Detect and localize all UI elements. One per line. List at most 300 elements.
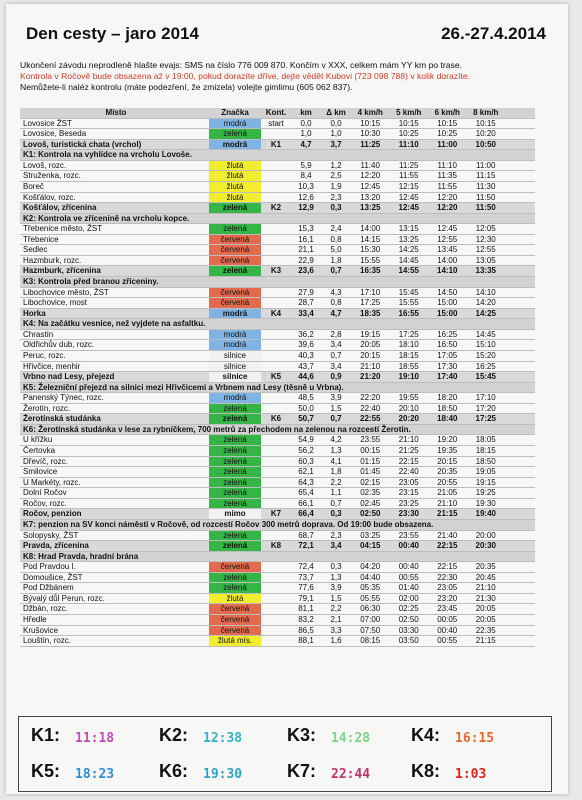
cell-place: Třebenice město, ŽST [23,224,103,234]
table-row [20,467,535,478]
table-row [20,583,535,594]
cell-time-5kmh: 22:15 [398,456,419,466]
trail-marker-cell: žlutá [209,193,261,203]
cell-time-5kmh: 03:50 [398,636,419,646]
cell-time-6kmh: 11:00 [437,139,458,149]
cell-km: 40,3 [298,350,314,360]
cell-km: 27,9 [298,287,314,297]
control-time-7 [287,761,407,791]
cell-time-5kmh: 12:45 [398,192,419,202]
cell-time-4kmh: 05:35 [360,583,381,593]
cell-delta-km: 3,7 [330,139,342,149]
cell-time-6kmh: 14:10 [437,266,458,276]
cell-km: 66,4 [298,509,314,519]
info-line-missing-control: Nemůžete-li naléz kontrolu (máte podezření, že zmizela) volejte gimlimu (605 062 837). [20,82,353,93]
cell-time-4kmh: 08:15 [360,636,381,646]
cell-control [261,298,291,308]
table-row [20,478,535,489]
cell-km: 39,6 [298,340,314,350]
checkpoint-row [20,509,535,520]
cell-km: 23,6 [298,266,314,276]
cell-km: 65,4 [298,488,314,498]
table-row [20,129,535,140]
cell-time-4kmh: 23:55 [360,435,381,445]
cell-place: Žerotínská studánka [23,414,101,424]
trail-marker-cell: červená [209,256,261,266]
cell-control: K7 [270,509,282,519]
cell-delta-km: 0,8 [330,234,342,244]
cell-km: 68,7 [298,530,314,540]
cell-place: Pravda, zřícenina [23,541,89,551]
cell-time-8kmh: 12:05 [475,224,496,234]
cell-time-4kmh: 13:25 [360,203,381,213]
trail-marker-cell: červená [209,562,261,572]
cell-place: Peruc, rozc. [23,350,66,360]
info-line-rocov: Kontrola v Ročově bude obsazena až v 19:00, pokud dorazíte dříve, dejte vědět Kubovi (723 098 788) v kolik dorazíte. [20,71,471,82]
table-row [20,224,535,235]
cell-control [261,583,291,593]
cell-km: 8,4 [300,171,312,181]
trail-marker-cell: červená [209,235,261,245]
cell-time-4kmh: 07:50 [360,625,381,635]
cell-delta-km: 1,5 [330,593,342,603]
trail-marker-cell: modrá [209,140,261,150]
cell-time-8kmh: 11:30 [476,181,496,191]
cell-time-6kmh: 19:20 [437,435,458,445]
cell-km: 72,1 [298,541,314,551]
cell-time-6kmh: 12:20 [437,192,458,202]
cell-time-6kmh: 11:55 [437,181,457,191]
cell-control: K4 [270,308,282,318]
cell-time-8kmh: 20:30 [475,541,496,551]
trail-marker-cell: zelená [209,488,261,498]
cell-delta-km: 1,3 [330,446,342,455]
control-label: K6: [159,761,189,781]
cell-time-5kmh: 21:10 [398,435,419,445]
cell-control [261,404,291,414]
cell-time-5kmh: 19:55 [398,393,419,403]
table-row [20,235,535,246]
cell-time-8kmh: 13:05 [475,255,496,265]
control-label: K2: [159,725,189,745]
cell-delta-km: 1,3 [330,572,342,582]
cell-km: 0,0 [300,118,312,128]
cell-km: 81,1 [298,604,314,614]
trail-marker-cell: červená [209,288,261,298]
cell-delta-km: 0,7 [330,266,342,276]
cell-km: 10,3 [298,181,314,191]
cell-control [261,340,291,350]
control-time-2 [159,725,279,755]
cell-place: Hřivčice, menhir [23,361,81,371]
cell-time-8kmh: 17:25 [475,414,496,424]
cell-control: K3 [270,266,282,276]
cell-km: 36,2 [298,329,314,339]
trail-marker-cell: zelená [209,499,261,509]
control-time-8 [411,761,531,791]
cell-control [261,573,291,583]
event-dates: 26.-27.4.2014 [441,24,546,43]
trail-marker-cell: červená [209,615,261,625]
trail-marker-cell: zelená [209,435,261,445]
cell-time-6kmh: 23:45 [437,604,458,614]
cell-delta-km: 4,3 [330,287,342,297]
cell-time-6kmh: 00:40 [437,625,458,635]
cell-time-8kmh: 20:05 [475,604,496,614]
table-row [20,171,535,182]
cell-time-5kmh: 00:40 [398,562,419,572]
cell-delta-km: 2,4 [330,224,342,234]
cell-time-5kmh: 19:10 [398,372,419,382]
section-note-row: K2: Kontrola ve zřícenině na vrcholu kopce. [20,214,535,225]
trail-marker-cell: zelená [209,203,261,213]
control-time-1 [31,725,151,755]
cell-km: 83,2 [298,615,314,624]
cell-delta-km: 0,3 [330,562,342,572]
cell-place: Horka [23,308,46,318]
cell-time-5kmh: 14:55 [398,266,419,276]
cell-control [261,182,291,192]
cell-control: K5 [270,372,282,382]
cell-time-6kmh: 23:20 [437,593,458,603]
trail-marker-cell: červená [209,245,261,255]
table-row [20,488,535,499]
table-row [20,351,535,362]
section-note-row: K6: Žerotínská studánka v lese za rybníčkem, 700 metrů za přechodem na zelenou na rozcestí Žerotín. [20,425,535,436]
cell-delta-km: 0,7 [330,498,342,508]
cell-delta-km: 1,9 [330,181,342,191]
cell-time-4kmh: 17:25 [360,298,381,308]
cell-time-6kmh: 00:05 [437,615,458,624]
handwritten-time: 11:18 [75,731,115,746]
cell-time-6kmh: 15:00 [437,308,458,318]
cell-place: Oldřichův dub, rozc. [23,340,95,350]
cell-time-8kmh: 21:15 [475,636,496,646]
cell-time-8kmh: 16:25 [475,361,496,371]
column-header-delta-km: Δ km [326,108,346,117]
cell-control [261,171,291,181]
cell-time-6kmh: 19:35 [437,446,458,455]
cell-time-5kmh: 03:30 [398,625,419,635]
cell-time-4kmh: 15:30 [360,245,381,255]
cell-time-4kmh: 20:05 [360,340,381,350]
cell-time-4kmh: 19:15 [360,329,381,339]
cell-time-4kmh: 01:15 [360,456,381,466]
cell-time-4kmh: 22:40 [360,403,381,413]
cell-place: Lovosice ŽST [23,118,72,128]
cell-time-8kmh: 17:10 [475,393,496,403]
cell-time-6kmh: 21:10 [437,498,458,508]
cell-km: 22,9 [298,255,314,265]
control-times-box [18,716,552,792]
cell-time-6kmh: 00:55 [437,636,458,646]
table-row [20,161,535,172]
control-time-6 [159,761,279,791]
cell-time-8kmh: 19:40 [475,509,496,519]
cell-control [261,362,291,372]
control-time-4 [411,725,531,755]
cell-control [261,604,291,614]
table-row [20,298,535,309]
cell-time-5kmh: 18:55 [398,361,419,371]
cell-place: Čertovka [23,446,56,455]
cell-place: Lovoš, rozc. [23,160,67,170]
cell-time-8kmh: 21:10 [475,583,496,593]
cell-time-8kmh: 11:50 [475,203,496,213]
cell-time-6kmh: 20:35 [437,467,458,477]
cell-time-8kmh: 19:05 [475,467,496,477]
cell-control [261,478,291,488]
cell-control [261,636,291,646]
cell-place: U Markéty, rozc. [23,477,81,487]
column-header-control: Kont. [265,108,287,117]
cell-control [261,193,291,203]
cell-time-5kmh: 11:25 [399,160,419,170]
cell-control: K6 [270,414,282,424]
cell-time-5kmh: 20:10 [398,403,419,413]
cell-time-5kmh: 02:50 [398,615,419,624]
cell-place: Solopysky, ŽST [23,530,79,540]
cell-time-4kmh: 03:25 [360,530,381,540]
cell-km: 77,6 [298,583,314,593]
cell-time-6kmh: 17:30 [437,361,458,371]
cell-delta-km: 1,8 [330,467,342,477]
cell-delta-km: 1,5 [330,403,342,413]
trail-marker-cell: červená [209,626,261,636]
cell-time-6kmh: 21:05 [437,488,458,498]
cell-time-4kmh: 22:55 [360,414,381,424]
cell-delta-km: 0,3 [330,203,342,213]
table-row [20,288,535,299]
cell-time-5kmh: 15:45 [398,287,419,297]
cell-delta-km: 2,2 [330,477,342,487]
cell-delta-km: 3,3 [330,625,342,635]
cell-time-6kmh: 20:55 [437,477,458,487]
trail-marker-cell: modrá [209,340,261,350]
cell-time-8kmh: 19:15 [475,477,496,487]
cell-time-8kmh: 21:30 [475,593,496,603]
cell-delta-km: 0,7 [330,350,342,360]
cell-time-6kmh: 21:15 [437,509,458,519]
table-row [20,404,535,415]
checkpoint-row [20,203,535,214]
cell-delta-km: 2,1 [330,615,342,624]
table-row [20,446,535,457]
control-time-5 [31,761,151,791]
trail-marker-cell: žlutá [209,171,261,181]
cell-time-6kmh: 12:20 [437,203,458,213]
cell-time-5kmh: 16:55 [398,308,419,318]
cell-time-5kmh: 11:10 [398,139,419,149]
column-header-time-8kmh: 8 km/h [473,108,499,117]
cell-control [261,446,291,456]
cell-km: 50,0 [298,403,314,413]
cell-time-5kmh: 17:25 [398,329,419,339]
cell-place: Boreč [23,181,44,191]
cell-control [261,467,291,477]
cell-time-5kmh: 22:40 [398,467,419,477]
checkpoint-row [20,266,535,277]
cell-control: start [268,118,284,128]
cell-control [261,594,291,604]
cell-delta-km: 0,8 [330,298,342,308]
cell-place: Džbán, rozc. [23,604,68,614]
cell-control [261,129,291,139]
cell-time-8kmh: 20:35 [475,562,496,572]
table-row [20,457,535,468]
cell-time-4kmh: 02:15 [360,477,381,487]
cell-km: 28,7 [298,298,314,308]
cell-time-8kmh: 19:25 [475,488,496,498]
cell-km: 48,5 [298,393,314,403]
cell-time-6kmh: 21:40 [437,530,458,540]
cell-km: 88,1 [298,636,314,646]
cell-time-6kmh: 22:15 [437,562,458,572]
cell-time-5kmh: 23:15 [398,488,419,498]
trail-marker-cell: zelená [209,224,261,234]
cell-time-8kmh: 17:20 [475,403,496,413]
cell-time-6kmh: 14:00 [437,255,458,265]
cell-km: 43,7 [298,361,314,371]
cell-time-8kmh: 12:30 [475,234,496,244]
cell-delta-km: 2,3 [330,530,342,540]
cell-km: 44,6 [298,372,314,382]
cell-time-4kmh: 10:15 [360,118,381,128]
cell-control [261,224,291,234]
cell-delta-km: 1,0 [330,129,342,139]
cell-time-6kmh: 13:45 [437,245,458,255]
cell-time-5kmh: 13:25 [398,234,419,244]
cell-time-4kmh: 20:15 [360,350,381,360]
cell-time-6kmh: 17:40 [437,372,458,382]
cell-km: 79,1 [298,593,314,603]
cell-time-5kmh: 23:55 [398,530,419,540]
cell-delta-km: 3,4 [330,340,342,350]
cell-time-6kmh: 18:20 [437,393,458,403]
cell-time-6kmh: 11:35 [437,171,457,181]
handwritten-time: 19:30 [203,767,243,782]
cell-km: 50,7 [298,414,314,424]
control-label: K1: [31,725,61,745]
column-header-time-4kmh: 4 km/h [357,108,383,117]
cell-place: Chrastín [23,329,54,339]
cell-time-8kmh: 15:20 [475,350,496,360]
section-note-row: K1: Kontrola na vyhlídce na vrcholu Lovoše. [20,150,535,161]
table-row [20,604,535,615]
checkpoint-row [20,541,535,552]
cell-km: 1,0 [300,129,312,139]
cell-time-4kmh: 11:40 [360,160,380,170]
cell-time-4kmh: 16:35 [360,266,381,276]
cell-place: Ročov, penzion [23,509,82,519]
cell-time-8kmh: 11:50 [476,192,496,202]
cell-time-4kmh: 07:00 [360,615,381,624]
cell-time-6kmh: 18:50 [437,403,458,413]
cell-km: 60,3 [298,456,314,466]
section-note-row: K3: Kontrola před branou zříceniny. [20,277,535,288]
cell-time-8kmh: 15:45 [475,372,496,382]
cell-time-5kmh: 02:25 [398,604,419,614]
trail-marker-cell: modrá [209,309,261,319]
table-row [20,182,535,193]
cell-time-4kmh: 04:40 [360,572,381,582]
cell-time-8kmh: 11:00 [476,160,496,170]
cell-time-4kmh: 17:10 [360,287,381,297]
cell-time-8kmh: 12:55 [475,245,496,255]
trail-marker-cell: mimo [209,509,261,519]
cell-time-6kmh: 15:00 [437,298,458,308]
cell-delta-km: 1,6 [330,636,342,646]
cell-delta-km: 4,2 [330,435,342,445]
cell-time-5kmh: 14:25 [398,245,419,255]
section-note-row: K5: Železniční přejezd na silnici mezi Hřivčicemi a Vrbnem nad Lesy (těsně u Vrbna). [20,383,535,394]
cell-time-4kmh: 18:35 [360,308,381,318]
table-row [20,245,535,256]
cell-time-6kmh: 12:55 [437,234,458,244]
cell-km: 64,3 [298,477,314,487]
handwritten-time: 1:03 [455,767,487,782]
trail-marker-cell: červená [209,604,261,614]
control-label: K4: [411,725,441,745]
cell-time-4kmh: 10:30 [360,129,381,139]
table-row [20,340,535,351]
cell-control [261,531,291,541]
cell-control [261,562,291,572]
control-label: K5: [31,761,61,781]
cell-time-5kmh: 23:30 [398,509,419,519]
table-header-row [20,108,535,119]
cell-place: Pod Pravdou I. [23,562,76,572]
trail-marker-cell: žlutá [209,594,261,604]
cell-time-8kmh: 10:50 [475,139,496,149]
trail-marker-cell: modrá [209,393,261,403]
cell-place: Bývalý důl Perun, rozc. [23,593,105,603]
cell-place: Lovoš, turistická chata (vrchol) [23,139,142,149]
trail-marker-cell: zelená [209,457,261,467]
cell-km: 5,9 [300,160,312,170]
cell-time-4kmh: 02:35 [360,488,381,498]
cell-time-5kmh: 15:55 [398,298,419,308]
cell-delta-km: 4,7 [330,308,342,318]
cell-time-4kmh: 00:15 [360,446,381,455]
cell-time-4kmh: 04:15 [360,541,381,551]
control-label: K8: [411,761,441,781]
cell-control [261,256,291,266]
cell-place: Panenský Týnec, rozc. [23,393,104,403]
checkpoint-row [20,372,535,383]
table-row [20,636,535,647]
handwritten-time: 18:23 [75,767,115,782]
control-label: K3: [287,725,317,745]
cell-time-5kmh: 23:25 [398,498,419,508]
trail-marker-cell: silnice [209,372,261,382]
cell-delta-km: 0,3 [330,509,342,519]
cell-time-8kmh: 18:15 [475,446,496,455]
cell-km: 15,3 [298,224,314,234]
handwritten-time: 16:15 [455,731,495,746]
cell-time-5kmh: 11:55 [399,171,419,181]
info-line-sms: Ukončení závodu neprodleně hlašte evajs: SMS na číslo 776 009 870. Končím v XXX, celkem mám YY km po trase. [20,60,463,70]
cell-time-5kmh: 02:00 [398,593,419,603]
cell-time-4kmh: 22:20 [360,393,381,403]
cell-place: Smilovice [23,467,58,477]
trail-marker-cell: modrá [209,119,261,129]
document-header [26,24,546,46]
trail-marker-cell: silnice [209,362,261,372]
cell-place: Libochovice, most [23,298,88,308]
cell-control [261,626,291,636]
cell-time-8kmh: 14:10 [475,287,496,297]
